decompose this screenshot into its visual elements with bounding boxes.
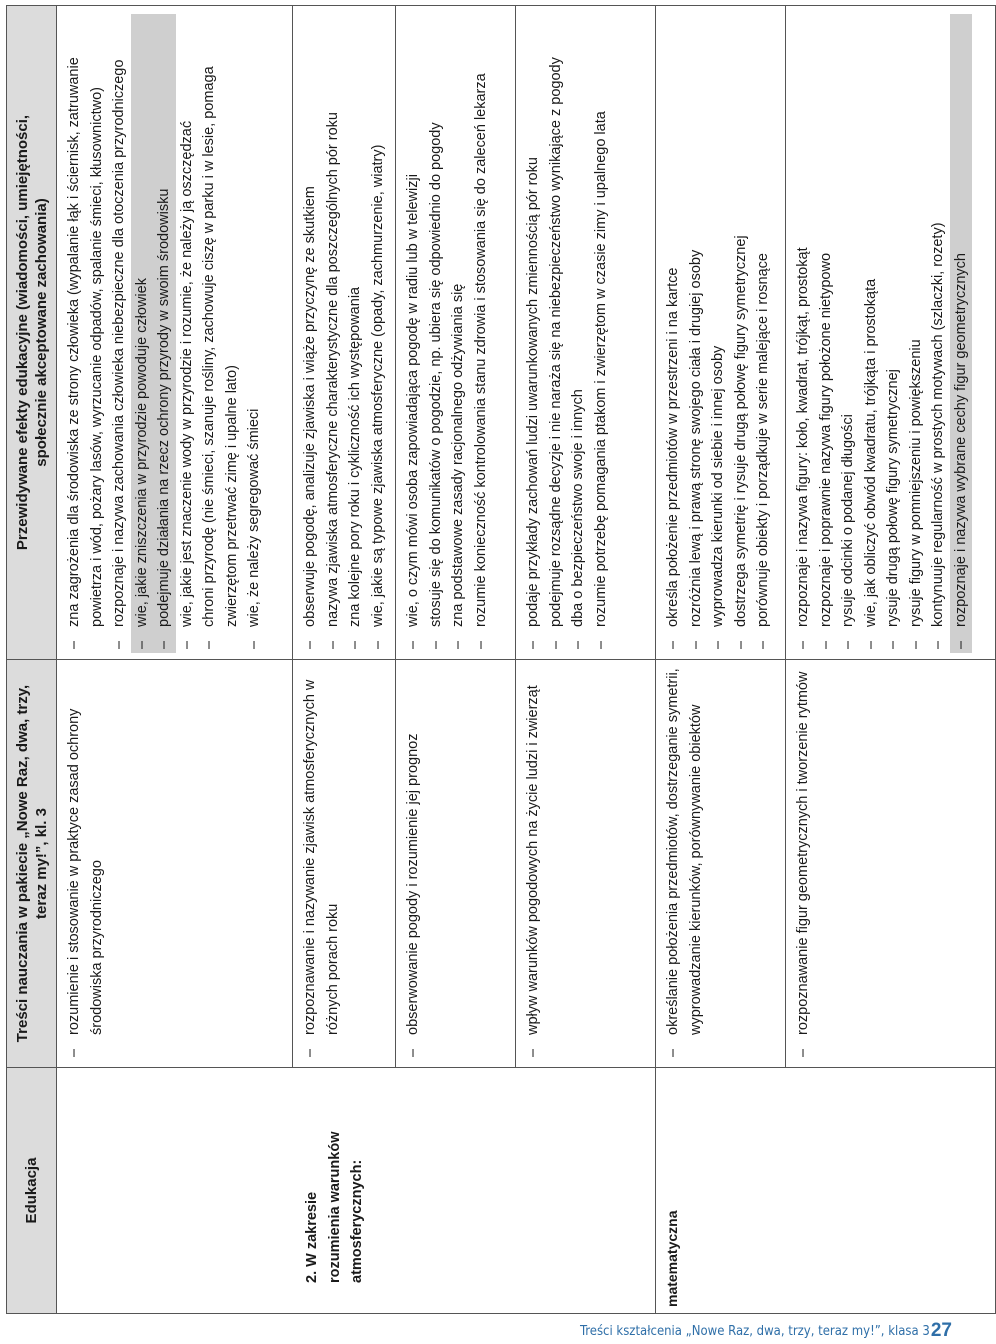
effects-list (516, 6, 618, 659)
table-row (656, 6, 786, 1314)
effects-list (786, 6, 978, 659)
effects-cell (656, 6, 786, 660)
content-item: – rozpoznawanie figur geometrycznych i tworzenie rytmów (792, 668, 815, 1061)
effect-item: – rozpoznaje i nazywa zachowania człowieka niebezpieczne dla otoczenia przyrodniczego (108, 14, 131, 653)
area-label-line: rozumienia warunków (326, 1131, 343, 1283)
effect-item-highlighted: – podejmuje działania na rzecz ochrony przyrody w swoim środowisku (153, 14, 176, 653)
rotated-table-sheet (6, 6, 969, 1314)
content-list (656, 660, 713, 1067)
effect-item: – rozpoznaje i poprawnie nazywa figury położone nietypowo (815, 14, 838, 653)
area-label (293, 1126, 377, 1313)
effect-item: – stosuje się do komunikatów o pogodzie, np. ubiera się odpowiednio do pogody (425, 14, 448, 653)
effect-item: – porównuje obiekty i porządkuje w serie malejące i rosnące (752, 14, 775, 653)
header-efekty-line1: Przewidywane efekty edukacyjne (wiadomości, umiejętności, (13, 114, 31, 551)
effect-item: – podejmuje rozsądne decyzje i nie naraża się na niebezpieczeństwo wynikające z pogody (545, 14, 568, 653)
table-row (57, 6, 293, 1314)
effect-item: – zna zagrożenia dla środowiska ze strony człowieka (wypalanie łąk i ściernisk, zatruwanie powietrza i wód, pożary lasów, wyrzucanie odpadów, spalanie śmieci, kłusownictwo) (63, 14, 108, 653)
content-list (786, 660, 821, 1067)
effects-cell (786, 6, 996, 660)
effect-item: – wyprowadza kierunki od siebie i innej osoby (707, 14, 730, 653)
curriculum-table (6, 5, 996, 1314)
header-edukacja: Edukacja (7, 1068, 57, 1314)
content-cell (786, 660, 996, 1068)
header-przewidywane-efekty (7, 6, 57, 660)
content-cell (293, 660, 396, 1068)
edukacja-cell (57, 1068, 656, 1314)
content-cell (396, 660, 516, 1068)
effect-item: – rozróżnia lewą i prawą stronę swojego ciała i drugiej osoby (685, 14, 708, 653)
effect-item: – wie, jakie jest znaczenie wody w przyrodzie i rozumie, że należy ją oszczędzać (176, 14, 199, 653)
effect-item: – nazywa zjawiska atmosferyczne charakterystyczne dla poszczególnych pór roku (322, 14, 345, 653)
content-cell (516, 660, 656, 1068)
effects-list (396, 6, 498, 659)
effect-item: – wie, jakie są typowe zjawiska atmosferyczne (opady, zachmurzenie, wiatry) (367, 14, 390, 653)
effect-item: – dostrzega symetrię i rysuje drugą połowę figury symetrycznej (730, 14, 753, 653)
effect-item: – rysuje drugą połowę figury symetrycznej (882, 14, 905, 653)
content-list (293, 660, 350, 1067)
effects-list (293, 6, 395, 659)
effects-list (57, 6, 272, 659)
effects-list (656, 6, 781, 659)
edukacja-cell: matematyczna (656, 1068, 996, 1314)
area-label-line: atmosferycznych: (349, 1159, 365, 1283)
effects-cell (57, 6, 293, 660)
page-number: 27 (930, 1320, 952, 1341)
effect-item: – wie, jak obliczyć obwód kwadratu, trójkąta i prostokąta (860, 14, 883, 653)
effects-cell (516, 6, 656, 660)
area-label-line: 2. W zakresie (304, 1191, 320, 1283)
effects-cell (293, 6, 396, 660)
effect-item: – zna kolejne pory roku i cykliczność ich występowania (344, 14, 367, 653)
table-header-row (7, 6, 57, 1314)
effect-item: – obserwuje pogodę, analizuje zjawiska i wiąże przyczynę ze skutkiem (299, 14, 322, 653)
effect-item-highlighted: – rozpoznaje i nazywa wybrane cechy figur geometrycznych (950, 14, 973, 653)
content-list (516, 660, 551, 1067)
effect-item: – zna podstawowe zasady racjonalnego odżywiania się (447, 14, 470, 653)
effect-item: – wie, o czym mówi osoba zapowiadająca pogodę w radiu lub w telewizji (402, 14, 425, 653)
effect-item: – kontynuuje regularność w prostych motywach (szlaczki, rozety) (927, 14, 950, 653)
effect-item: – chroni przyrodę (nie śmieci, szanuje rośliny, zachowuje ciszę w parku i w lesie, pomaga zwierzętom przetrwać zimę i upalne lato) (198, 14, 243, 653)
content-item: – wpływ warunków pogodowych na życie ludzi i zwierząt (522, 668, 545, 1061)
content-list (57, 660, 114, 1067)
content-item: – określanie położenia przedmiotów, dostrzeganie symetrii, wyprowadzanie kierunków, porównywanie obiektów (662, 668, 707, 1061)
effect-item: – dba o bezpieczeństwo swoje i innych (567, 14, 590, 653)
effect-item: – wie, że należy segregować śmieci (243, 14, 266, 653)
effect-item: – określa położenie przedmiotów w przestrzeni i na kartce (662, 14, 685, 653)
header-tresci-nauczania: Treści nauczania w pakiecie „Nowe Raz, dwa, trzy, teraz my!”, kl. 3 (7, 660, 57, 1068)
effect-item: – rysuje odcinki o podanej długości (837, 14, 860, 653)
content-item: – rozumienie i stosowanie w praktyce zasad ochrony środowiska przyrodniczego (63, 668, 108, 1061)
footer-title: Treści kształcenia „Nowe Raz, dwa, trzy, teraz my!”, klasa 3 (580, 1324, 930, 1339)
content-cell (656, 660, 786, 1068)
content-list (396, 660, 431, 1067)
content-cell (57, 660, 293, 1068)
effects-cell (396, 6, 516, 660)
page-footer (580, 1322, 952, 1342)
effect-item: – rysuje figury w pomniejszeniu i powiększeniu (905, 14, 928, 653)
effect-item: – podaje przykłady zachowań ludzi uwarunkowanych zmiennością pór roku (522, 14, 545, 653)
effect-item: – rozumie potrzebę pomagania ptakom i zwierzętom w czasie zimy i upalnego lata (590, 14, 613, 653)
header-efekty-line2: społecznie akceptowane zachowania) (32, 198, 50, 467)
effect-item-highlighted: – wie, jakie zniszczenia w przyrodzie powoduje człowiek (131, 14, 154, 653)
content-item: – obserwowanie pogody i rozumienie jej prognoz (402, 668, 425, 1061)
content-item: – rozpoznawanie i nazywanie zjawisk atmosferycznych w różnych porach roku (299, 668, 344, 1061)
effect-item: – rozumie konieczność kontrolowania stanu zdrowia i stosowania się do zaleceń lekarza (470, 14, 493, 653)
effect-item: – rozpoznaje i nazywa figury: koło, kwadrat, trójkąt, prostokąt (792, 14, 815, 653)
